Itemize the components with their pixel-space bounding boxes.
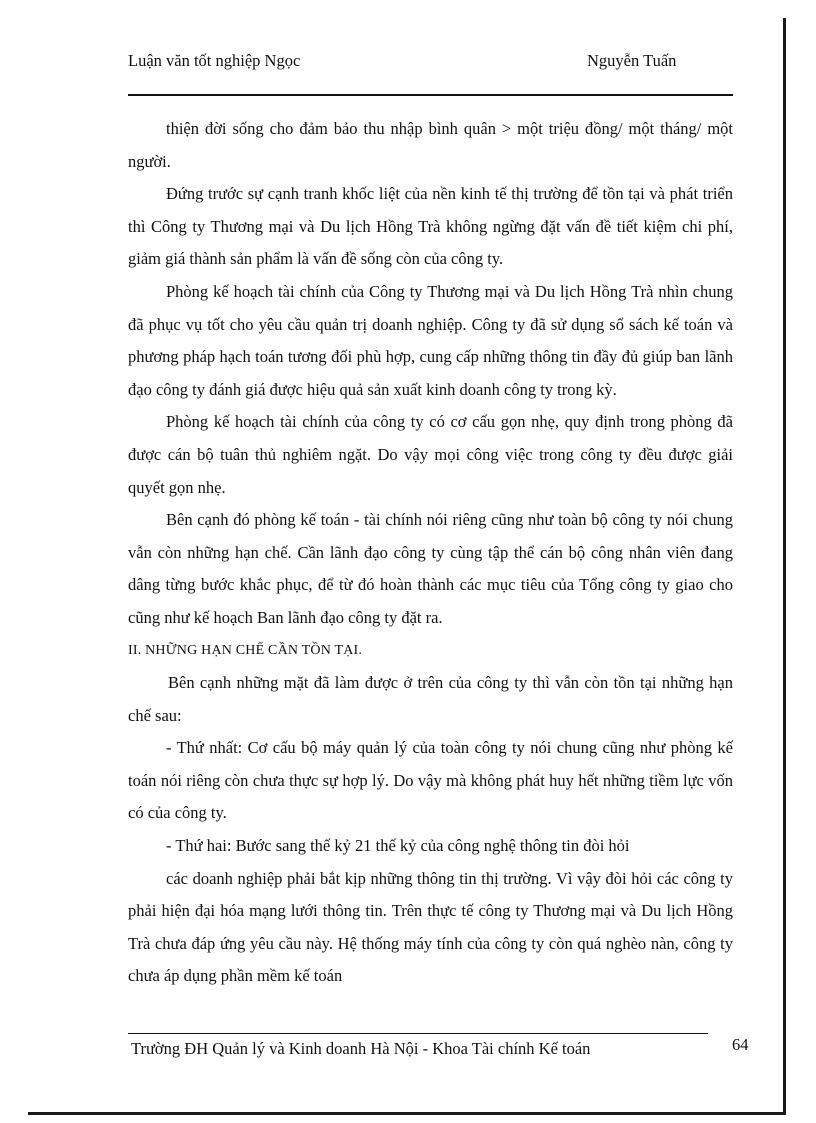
page-shadow-right [783,18,786,1112]
paragraph: các doanh nghiệp phải bắt kịp những thông tin thị trường. Vì vậy đòi hỏi các công ty phải hiện đại hóa mạng lưới thông tin. Trên thực tế công ty Thương mại và Du lịch Hồng Trà chưa đáp ứng yêu cầu này. Hệ thống máy tính của công ty còn quá nghèo nàn, công ty chưa áp dụng phần mềm kế toán [128,868,733,986]
paragraph: Đứng trước sự cạnh tranh khốc liệt của nền kinh tế thị trường để tồn tại và phát triển thì Công ty Thương mại và Du lịch Hồng Trà không ngừng đặt vấn đề tiết kiệm chi phí, giảm giá thành sản phẩm là vấn đề sống còn của công ty. [128,184,733,269]
header-author: Nguyễn Tuấn [587,51,677,70]
page-shadow-bottom [28,1112,786,1115]
footer-institution: Trường ĐH Quản lý và Kinh doanh Hà Nội - Khoa Tài chính Kế toán [131,1039,591,1058]
header-thesis-title: Luận văn tốt nghiệp Ngọc [128,51,301,70]
list-item: - Thứ nhất: Cơ cấu bộ máy quản lý của toàn công ty nói chung cũng như phòng kế toán nói riêng còn chưa thực sự hợp lý. Do vậy mà không phát huy hết những tiềm lực vốn có của công ty. [128,738,733,823]
paragraph: Phòng kế hoạch tài chính của công ty có cơ cấu gọn nhẹ, quy định trong phòng đã được cán bộ tuân thủ nghiêm ngặt. Do vậy mọi công việc trong công ty đều được giải quyết gọn nhẹ. [128,412,733,497]
paragraph: thiện đời sống cho đảm bảo thu nhập bình quân > một triệu đồng/ một tháng/ một người. [128,119,733,171]
paragraph: Bên cạnh đó phòng kế toán - tài chính nói riêng cũng như toàn bộ công ty nói chung vẫn còn những hạn chế. Cần lãnh đạo công ty cùng tập thể cán bộ công nhân viên đang dâng từng bước khắc phục, để từ đó hoàn thành các mục tiêu của Tổng công ty giao cho cũng như kế hoạch Ban lãnh đạo công ty đặt ra. [128,510,733,627]
header-divider [128,94,733,96]
paragraph: Phòng kế hoạch tài chính của Công ty Thương mại và Du lịch Hồng Trà nhìn chung đã phục vụ tốt cho yêu cầu quản trị doanh nghiệp. Công ty đã sử dụng sổ sách kế toán và phương pháp hạch toán tương đối phù hợp, cung cấp những thông tin đầy đủ giúp ban lãnh đạo công ty đánh giá được hiệu quả sản xuất kinh doanh công ty trong kỳ. [128,281,733,399]
page-number: 64 [732,1035,749,1054]
paragraph: Bên cạnh những mặt đã làm được ở trên của công ty thì vẫn còn tồn tại những hạn chế sau: [128,673,733,725]
footer-divider [128,1033,708,1034]
page-body [128,113,733,993]
list-item: - Thứ hai: Bước sang thế kỷ 21 thế kỷ của công nghệ thông tin đòi hỏi [166,836,630,856]
section-heading: II. NHỮNG HẠN CHẾ CẦN TỒN TẠI. [128,642,363,658]
